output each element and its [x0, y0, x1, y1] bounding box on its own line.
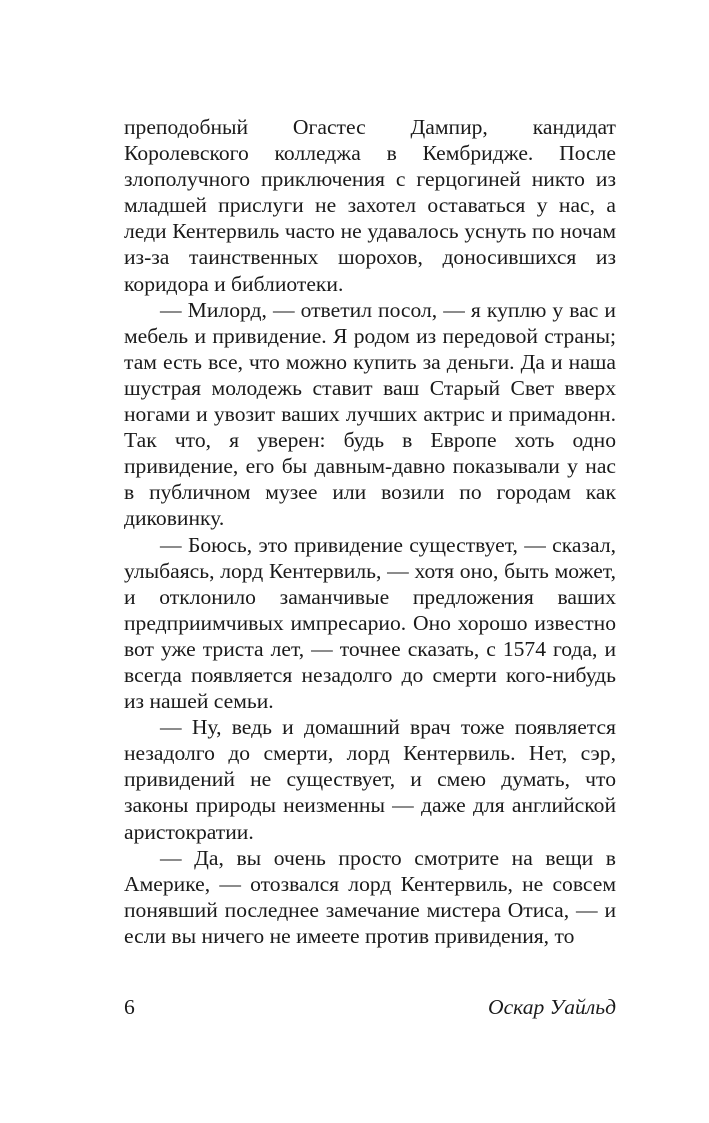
page-number: 6 — [124, 995, 135, 1019]
body-text — [124, 114, 616, 949]
paragraph-dialogue: — Ну, ведь и домашний врач тоже появляется незадолго до смерти, лорд Кентервиль. Нет, сэр, привидений не существует, и смею думать, что законы природы неизменны — даже для английской аристократии. — [124, 715, 616, 844]
paragraph-dialogue: — Милорд, — ответил посол, — я куплю у вас и мебель и привидение. Я родом из передовой страны; там есть все, что можно купить за деньги. Да и наша шустрая молодежь ставит ваш Старый Свет вверх ногами и увозит ваших лучших актрис и примадонн. Так что, я уверен: будь в Европе хоть одно привидение, его бы давным-давно показывали у нас в публичном музее или возили по городам как диковинку. — [124, 297, 616, 531]
paragraph-continuation: преподобный Огастес Дампир, кандидат Королевского колледжа в Кембридже. После злополучного приключения с герцогиней никто из младшей прислуги не захотел оставаться у нас, а леди Кентервиль часто не удавалось уснуть по ночам из-за таинственных шорохов, доносившихся из коридора и библиотеки. — [124, 115, 616, 296]
paragraph-dialogue: — Да, вы очень просто смотрите на вещи в Америке, — отозвался лорд Кентервиль, не совсем понявший последнее замечание мистера Отиса, — и если вы ничего не имеете против привидения, то — [124, 845, 616, 948]
page-footer — [124, 995, 616, 1025]
running-footer-author: Оскар Уайльд — [487, 995, 616, 1019]
paragraph-dialogue: — Боюсь, это привидение существует, — сказал, улыбаясь, лорд Кентервиль, — хотя оно, быть может, и отклонило заманчивые предложения ваших предприимчивых импресарио. Оно хорошо известно вот уже триста лет, — точнее сказать, с 1574 года, и всегда появляется незадолго до смерти кого-нибудь из нашей семьи. — [124, 532, 616, 714]
